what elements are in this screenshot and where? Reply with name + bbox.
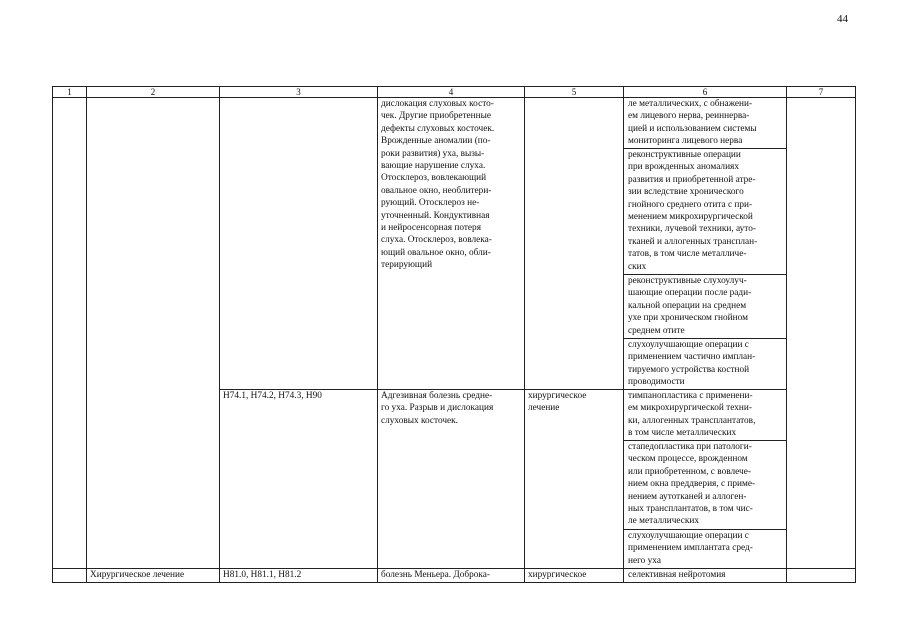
cell-col2 — [87, 98, 220, 569]
treatment-method: реконструктивные слухоулуч- шающие операции после ради- кальной операции на среднем ухе при хроническом гнойном среднем отите — [624, 275, 786, 339]
cell-col7 — [787, 98, 856, 569]
diagnosis-cell — [378, 98, 525, 390]
treatment-type-cell — [525, 98, 624, 390]
diagnosis-text: дислокация слуховых косто- чек. Другие приобретенные дефекты слуховых косточек. Врожденные аномалии (по- роки развития) уха, вызы- вающие нарушение слуха. Отосклероз, вовлекающий овальное окно, необлитери- рующий. Отосклероз не- уточненный. Кондуктивная и нейросенсорная потеря слуха. Отосклероз, вовлека- ющий овальное окно, обли- терирующий — [381, 99, 495, 271]
treatment-method: стапедопластика при патологи- ческом процессе, врожденном или приобретенном, с вовлече- нием окна преддверия, с приме- нением аутотканей и аллоген- ных трансплантатов, в том чис- ле металлических — [624, 441, 786, 530]
treatment-method: слухоулучшающие операции с применением частично имплан- тируемого устройства костной проводимости — [628, 340, 756, 388]
treatment-method: слухоулучшающие операции с применением имплантата сред- него уха — [628, 531, 753, 566]
cell-col7 — [787, 569, 856, 583]
treatment-method: селективная нейротомия — [628, 570, 726, 580]
column-header-4: 4 — [378, 87, 525, 98]
cell-col1 — [53, 98, 87, 569]
treatment-method: тимпанопластика с применени- ем микрохирургической техни- ки, аллогенных трансплантатов, в том числе металлических — [624, 390, 786, 441]
treatment-methods-cell — [624, 390, 787, 569]
column-header-7: 7 — [787, 87, 856, 98]
medical-procedures-table — [52, 86, 856, 583]
treatment-type-text: хирургическое лечение — [528, 391, 587, 414]
column-header-3: 3 — [220, 87, 378, 98]
treatment-methods-cell — [624, 98, 787, 390]
icd-codes-cell: H81.0, H81.1, H81.2 — [220, 569, 378, 583]
column-header-5: 5 — [525, 87, 624, 98]
column-number-row — [53, 87, 856, 98]
treatment-methods-cell — [624, 569, 787, 583]
column-header-1: 1 — [53, 87, 87, 98]
treatment-method: ле металлических, с обнажени- ем лицевого нерва, реиннерва- цией и использованием системы мониторинга лицевого нерва — [624, 98, 786, 149]
treatment-type-cell — [525, 390, 624, 569]
treatment-type-cell: хирургическое — [525, 569, 624, 583]
icd-codes-text: H74.1, H74.2, H74.3, H90 — [223, 391, 322, 401]
table-row — [53, 98, 856, 390]
page-number: 44 — [837, 13, 848, 25]
diagnosis-cell — [378, 390, 525, 569]
icd-codes-cell — [220, 390, 378, 569]
diagnosis-text: Адгезивная болезнь средне- го уха. Разрыв и дислокация слуховых косточек. — [381, 391, 494, 426]
diagnosis-cell: болезнь Меньера. Доброка- — [378, 569, 525, 583]
column-header-2: 2 — [87, 87, 220, 98]
column-header-6: 6 — [624, 87, 787, 98]
cell-col3 — [220, 98, 378, 390]
cell-col1 — [53, 569, 87, 583]
treatment-method: реконструктивные операции при врожденных аномалиях развития и приобретенной атре- зии вследствие хронического гнойного среднего отита с при- менением микрохирургической техники, лучевой техники, ауто- тканей и аллогенных трансплан- татов, в том числе металличе- ских — [624, 149, 786, 275]
profile-cell: Хирургическое лечение — [87, 569, 220, 583]
table-row — [53, 569, 856, 583]
